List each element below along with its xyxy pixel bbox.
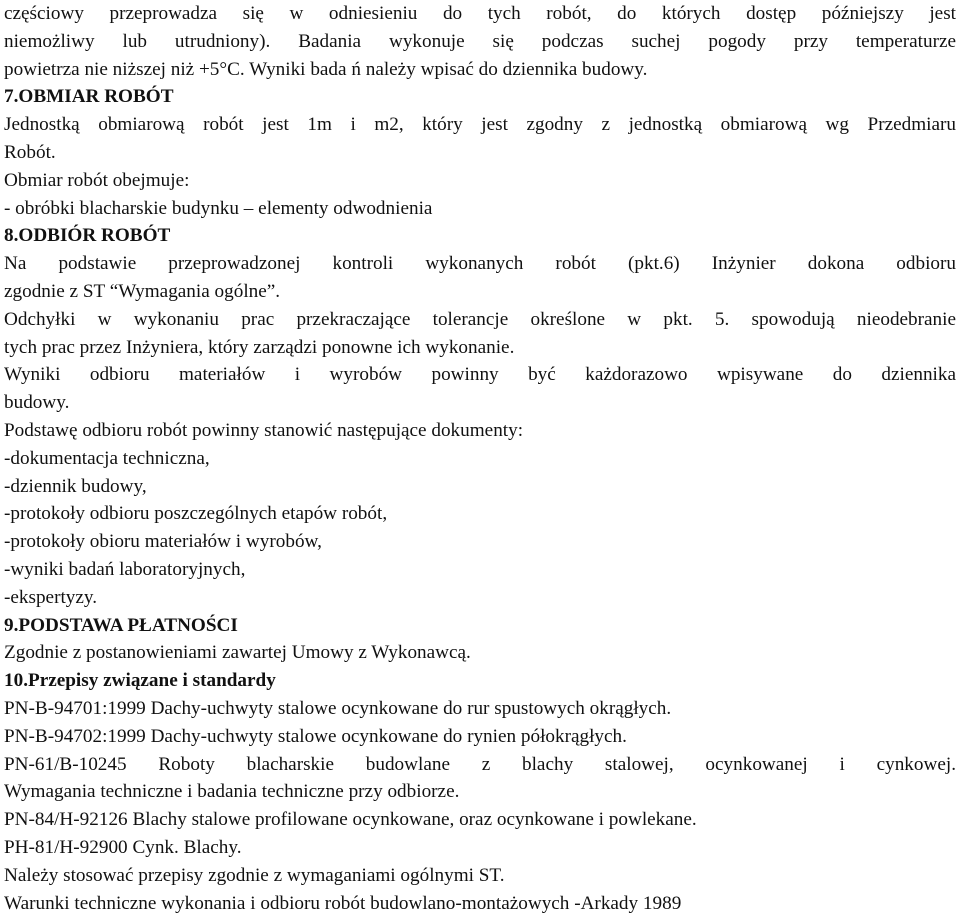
list-item: -dokumentacja techniczna, [4, 445, 956, 473]
section-heading: 7.OBMIAR ROBÓT [4, 83, 956, 111]
paragraph-line: Wyniki odbioru materiałów i wyrobów powinny być każdorazowo wpisywane do dziennika [4, 361, 956, 389]
list-item: -protokoły odbioru poszczególnych etapów robót, [4, 500, 956, 528]
paragraph-line: Warunki techniczne wykonania i odbioru robót budowlano-montażowych -Arkady 1989 [4, 890, 956, 917]
list-item: -ekspertyzy. [4, 584, 956, 612]
standard-reference: PH-81/H-92900 Cynk. Blachy. [4, 834, 956, 862]
paragraph-line: Zgodnie z postanowieniami zawartej Umowy z Wykonawcą. [4, 639, 956, 667]
paragraph-line: Odchyłki w wykonaniu prac przekraczające tolerancje określone w pkt. 5. spowodują nieodebranie [4, 306, 956, 334]
paragraph-line: niemożliwy lub utrudniony). Badania wykonuje się podczas suchej pogody przy temperaturze [4, 28, 956, 56]
standard-reference: PN-B-94702:1999 Dachy-uchwyty stalowe ocynkowane do rynien półokrągłych. [4, 723, 956, 751]
paragraph-line: Robót. [4, 139, 956, 167]
section-heading: 8.ODBIÓR ROBÓT [4, 222, 956, 250]
paragraph-line: częściowy przeprowadza się w odniesieniu do tych robót, do których dostęp późniejszy jest [4, 0, 956, 28]
list-item: - obróbki blacharskie budynku – elementy odwodnienia [4, 195, 956, 223]
paragraph-line: budowy. [4, 389, 956, 417]
paragraph-line: Na podstawie przeprowadzonej kontroli wykonanych robót (pkt.6) Inżynier dokona odbioru [4, 250, 956, 278]
paragraph-line: zgodnie z ST “Wymagania ogólne”. [4, 278, 956, 306]
standard-reference: PN-84/H-92126 Blachy stalowe profilowane ocynkowane, oraz ocynkowane i powlekane. [4, 806, 956, 834]
paragraph-line: tych prac przez Inżyniera, który zarządzi ponowne ich wykonanie. [4, 334, 956, 362]
paragraph-line: Jednostką obmiarową robót jest 1m i m2, który jest zgodny z jednostką obmiarową wg Przedmiaru [4, 111, 956, 139]
standard-reference: PN-B-94701:1999 Dachy-uchwyty stalowe ocynkowane do rur spustowych okrągłych. [4, 695, 956, 723]
section-heading: 9.PODSTAWA PŁATNOŚCI [4, 612, 956, 640]
paragraph-line: Należy stosować przepisy zgodnie z wymaganiami ogólnymi ST. [4, 862, 956, 890]
list-item: -protokoły obioru materiałów i wyrobów, [4, 528, 956, 556]
paragraph-line: Obmiar robót obejmuje: [4, 167, 956, 195]
paragraph-line: Podstawę odbioru robót powinny stanowić następujące dokumenty: [4, 417, 956, 445]
list-item: -dziennik budowy, [4, 473, 956, 501]
list-item: -wyniki badań laboratoryjnych, [4, 556, 956, 584]
paragraph-line: powietrza nie niższej niż +5°C. Wyniki bada ń należy wpisać do dziennika budowy. [4, 56, 956, 84]
section-heading: 10.Przepisy związane i standardy [4, 667, 956, 695]
standard-reference: Wymagania techniczne i badania techniczne przy odbiorze. [4, 778, 956, 806]
standard-reference: PN-61/B-10245 Roboty blacharskie budowlane z blachy stalowej, ocynkowanej i cynkowej. [4, 751, 956, 779]
